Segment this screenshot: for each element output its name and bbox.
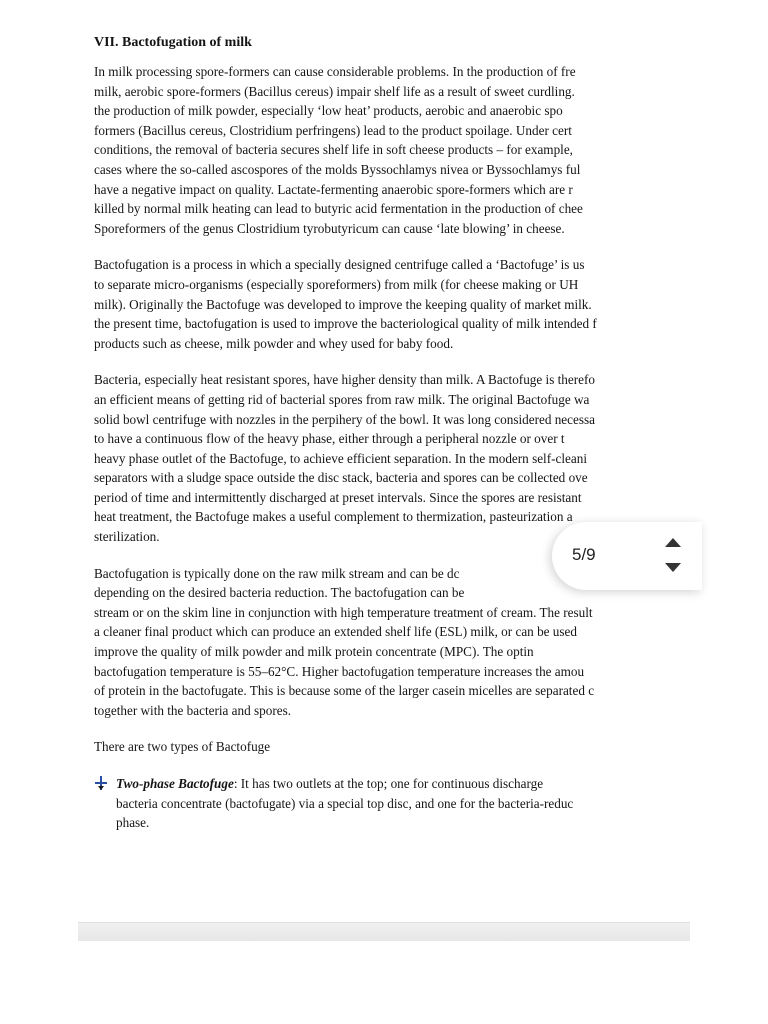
page-divider bbox=[78, 922, 690, 941]
paragraph-line: killed by normal milk heating can lead to butyric acid fermentation in the production of chee bbox=[94, 201, 583, 217]
paragraph-line: In milk processing spore-formers can cause considerable problems. In the production of fre bbox=[94, 64, 576, 79]
paragraph-line: products such as cheese, milk powder and whey used for baby food. bbox=[94, 335, 454, 351]
chevron-up-icon[interactable] bbox=[662, 536, 684, 550]
paragraph-line: Bacteria, especially heat resistant spores, have higher density than milk. A Bactofuge is therefo bbox=[94, 372, 595, 388]
paragraph-line: depending on the desired bacteria reduction. The bactofugation can be bbox=[94, 585, 465, 601]
paragraph-line: cases where the so-called ascospores of the molds Byssochlamys nivea or Byssochlamys ful bbox=[94, 161, 581, 177]
bullet-line: : It has two outlets at the top; one for continuous discharge bbox=[233, 776, 544, 791]
paragraph-line: improve the quality of milk powder and milk protein concentrate (MPC). The optin bbox=[94, 644, 534, 660]
paragraph-line: formers (Bacillus cereus, Clostridium perfringens) lead to the product spoilage. Under cert bbox=[94, 122, 572, 138]
plus-arrow-bullet-icon bbox=[94, 775, 108, 791]
paragraph-line: period of time and intermittently discharged at preset intervals. Since the spores are resistant bbox=[94, 489, 582, 505]
paragraph-line: milk). Originally the Bactofuge was developed to improve the keeping quality of market milk. bbox=[94, 296, 592, 312]
document-page bbox=[78, 0, 690, 922]
paragraph-3 bbox=[94, 370, 690, 546]
paragraph-2 bbox=[94, 255, 690, 353]
paragraph-5 bbox=[94, 737, 690, 757]
paragraph-line: Bactofugation is a process in which a specially designed centrifuge called a ‘Bactofuge’ is us bbox=[94, 257, 585, 273]
page-navigator bbox=[552, 522, 702, 590]
bullet-item bbox=[94, 774, 690, 833]
paragraph-line: There are two types of Bactofuge bbox=[94, 739, 271, 755]
paragraph-line: to separate micro-organisms (especially sporeformers) from milk (for cheese making or UH bbox=[94, 276, 579, 292]
section-heading: VII. Bactofugation of milk bbox=[94, 35, 252, 50]
paragraph-line: together with the bacteria and spores. bbox=[94, 702, 292, 718]
paragraph-line: conditions, the removal of bacteria secures shelf life in soft cheese products – for example, bbox=[94, 142, 573, 158]
bullet-title: Two-phase Bactofuge bbox=[116, 776, 234, 791]
paragraph-line: have a negative impact on quality. Lactate-fermenting anaerobic spore-formers which are r bbox=[94, 181, 573, 197]
bullet-first-line bbox=[116, 774, 690, 794]
paragraph-line: sterilization. bbox=[94, 529, 160, 545]
paragraph-line: Bactofugation is typically done on the raw milk stream and can be dc bbox=[94, 565, 460, 581]
paragraph-line: the present time, bactofugation is used to improve the bacteriological quality of milk intended f bbox=[94, 316, 597, 332]
bullet-line: phase. bbox=[116, 815, 150, 831]
paragraph-line: stream or on the skim line in conjunction with high temperature treatment of cream. The result bbox=[94, 604, 593, 620]
bullet-line: bacteria concentrate (bactofugate) via a special top disc, and one for the bacteria-reduc bbox=[116, 795, 574, 811]
paragraph-1 bbox=[94, 62, 690, 238]
paragraph-line: heat treatment, the Bactofuge makes a useful complement to thermization, pasteurization a bbox=[94, 509, 573, 525]
paragraph-line: the production of milk powder, especially ‘low heat’ products, aerobic and anaerobic spo bbox=[94, 103, 563, 119]
bullet-text bbox=[116, 774, 690, 833]
paragraph-line: an efficient means of getting rid of bacterial spores from raw milk. The original Bactofuge wa bbox=[94, 391, 590, 407]
paragraph-line: a cleaner final product which can produce an extended shelf life (ESL) milk, or can be used bbox=[94, 624, 577, 640]
paragraph-line: solid bowl centrifuge with nozzles in the perpihery of the bowl. It was long considered necessa bbox=[94, 411, 595, 427]
paragraph-line: to have a continuous flow of the heavy phase, either through a peripheral nozzle or over t bbox=[94, 431, 565, 447]
paragraph-line: separators with a sludge space outside the disc stack, bacteria and spores can be collected ove bbox=[94, 470, 588, 486]
page-count: 5/9 bbox=[572, 545, 596, 564]
paragraph-line: milk, aerobic spore-formers (Bacillus cereus) impair shelf life as a result of sweet curdling. bbox=[94, 83, 575, 99]
paragraph-line: heavy phase outlet of the Bactofuge, to achieve efficient separation. In the modern self-cleani bbox=[94, 450, 587, 466]
paragraph-line: of protein in the bactofugate. This is because some of the larger casein micelles are separated c bbox=[94, 683, 595, 699]
paragraph-line: bactofugation temperature is 55–62°C. Higher bactofugation temperature increases the amou bbox=[94, 663, 585, 679]
paragraph-line: Sporeformers of the genus Clostridium tyrobutyricum can cause ‘late blowing’ in cheese. bbox=[94, 220, 565, 236]
chevron-down-icon[interactable] bbox=[662, 560, 684, 574]
page-content bbox=[94, 34, 690, 833]
